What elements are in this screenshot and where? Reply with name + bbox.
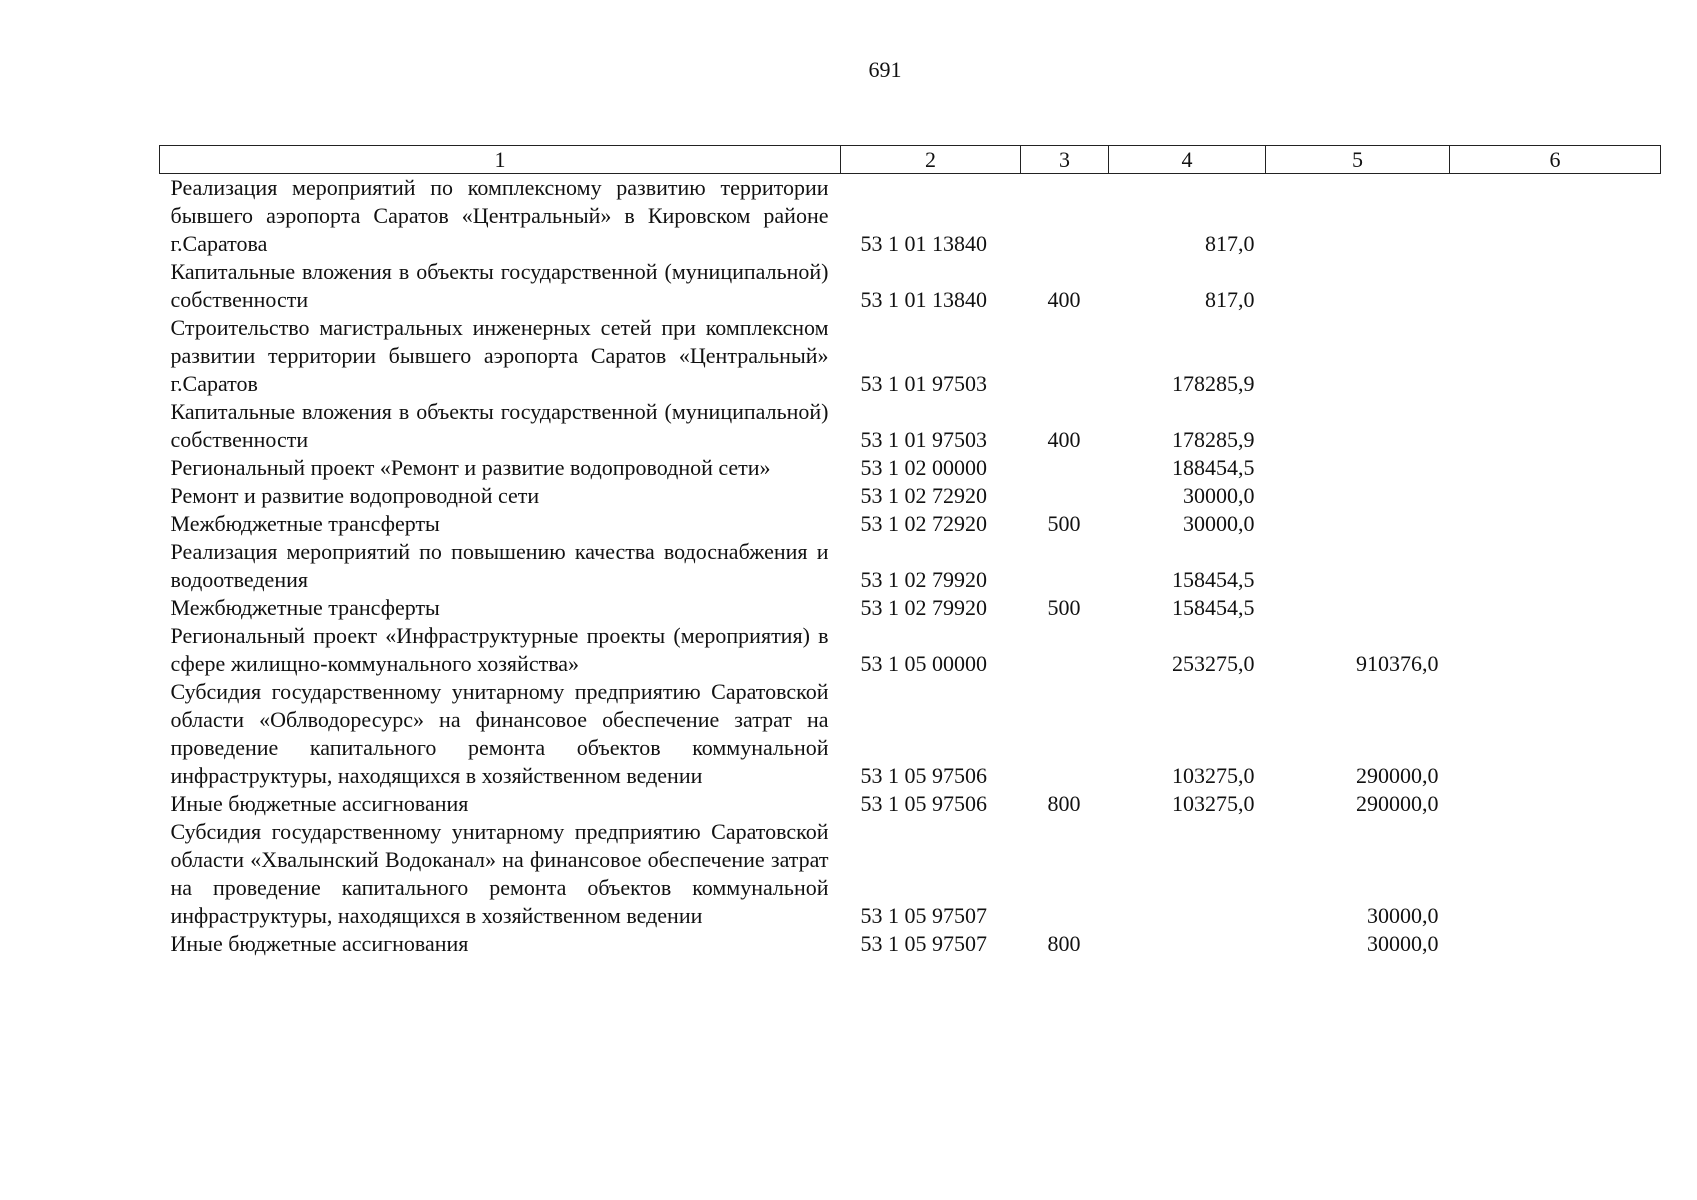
row-value-6	[1450, 930, 1661, 958]
row-value-6	[1450, 454, 1661, 482]
column-header-2: 2	[841, 146, 1021, 174]
row-value-5	[1266, 454, 1450, 482]
row-type	[1021, 174, 1109, 259]
row-value-5	[1266, 314, 1450, 398]
row-value-4: 253275,0	[1172, 651, 1255, 676]
row-value-6	[1450, 818, 1661, 930]
row-value-4: 30000,0	[1183, 511, 1255, 536]
page-number: 691	[868, 57, 902, 82]
row-type	[1021, 678, 1109, 790]
row-name: Региональный проект «Ремонт и развитие водопроводной сети»	[170, 455, 771, 480]
row-value-5: 290000,0	[1356, 791, 1439, 816]
row-name: Реализация мероприятий по повышению качества водоснабжения и водоотведения	[170, 539, 829, 592]
column-header-5: 5	[1266, 146, 1450, 174]
row-code: 53 1 01 97503	[860, 427, 987, 452]
row-name: Капитальные вложения в объекты государственной (муниципальной) собственности	[170, 399, 829, 452]
row-code: 53 1 05 97507	[860, 903, 987, 928]
row-value-5: 290000,0	[1356, 763, 1439, 788]
table-row	[160, 454, 1661, 482]
table-row	[160, 258, 1661, 314]
column-header-6: 6	[1450, 146, 1661, 174]
row-type: 500	[1047, 511, 1081, 536]
row-value-4	[1109, 930, 1266, 958]
row-value-5	[1266, 510, 1450, 538]
row-value-5	[1266, 482, 1450, 510]
row-type	[1021, 454, 1109, 482]
table-body	[160, 174, 1661, 959]
row-code: 53 1 01 97503	[860, 371, 987, 396]
row-code: 53 1 02 79920	[860, 567, 987, 592]
table-row	[160, 314, 1661, 398]
row-value-4: 158454,5	[1172, 567, 1255, 592]
row-value-4: 817,0	[1205, 231, 1255, 256]
row-value-4: 103275,0	[1172, 791, 1255, 816]
row-value-5	[1266, 258, 1450, 314]
row-type	[1021, 622, 1109, 678]
row-name: Межбюджетные трансферты	[170, 511, 440, 536]
row-value-5	[1266, 174, 1450, 259]
row-value-5: 30000,0	[1367, 931, 1439, 956]
row-code: 53 1 05 00000	[860, 651, 987, 676]
row-value-6	[1450, 174, 1661, 259]
row-value-4: 178285,9	[1172, 427, 1255, 452]
table-row	[160, 482, 1661, 510]
budget-table	[159, 145, 1661, 958]
row-code: 53 1 02 72920	[860, 483, 987, 508]
row-name: Межбюджетные трансферты	[170, 595, 440, 620]
row-name: Региональный проект «Инфраструктурные проекты (мероприятия) в сфере жилищно-коммунального хозяйства»	[170, 623, 829, 676]
row-value-6	[1450, 790, 1661, 818]
column-header-3: 3	[1021, 146, 1109, 174]
table-row	[160, 174, 1661, 259]
row-type: 800	[1047, 931, 1081, 956]
row-value-6	[1450, 258, 1661, 314]
column-header-4: 4	[1109, 146, 1266, 174]
row-value-5	[1266, 538, 1450, 594]
row-value-6	[1450, 314, 1661, 398]
table-row	[160, 594, 1661, 622]
row-name: Капитальные вложения в объекты государственной (муниципальной) собственности	[170, 259, 829, 312]
row-value-4: 817,0	[1205, 287, 1255, 312]
row-value-6	[1450, 398, 1661, 454]
header-row	[160, 146, 1661, 174]
row-value-5: 910376,0	[1356, 651, 1439, 676]
table-row	[160, 790, 1661, 818]
row-code: 53 1 02 72920	[860, 511, 987, 536]
row-value-5	[1266, 594, 1450, 622]
row-value-6	[1450, 678, 1661, 790]
row-type	[1021, 818, 1109, 930]
row-code: 53 1 01 13840	[860, 231, 987, 256]
row-name: Ремонт и развитие водопроводной сети	[170, 483, 540, 508]
row-name: Субсидия государственному унитарному предприятию Саратовской области «Облводоресурс» на финансовое обеспечение затрат на проведение капитального ремонта объектов коммунальной инфраструктуры, находящихся в хозяйственном ведении	[170, 679, 829, 788]
row-type	[1021, 538, 1109, 594]
table-row	[160, 678, 1661, 790]
row-name: Реализация мероприятий по комплексному развитию территории бывшего аэропорта Саратов «Центральный» в Кировском районе г.Саратова	[170, 175, 829, 256]
row-code: 53 1 02 00000	[860, 455, 987, 480]
table-row	[160, 818, 1661, 930]
row-code: 53 1 05 97506	[860, 791, 987, 816]
row-name: Строительство магистральных инженерных сетей при комплексном развитии территории бывшего аэропорта Саратов «Центральный» г.Саратов	[170, 315, 829, 396]
row-type	[1021, 482, 1109, 510]
row-name: Иные бюджетные ассигнования	[170, 791, 469, 816]
row-type	[1021, 314, 1109, 398]
row-name: Иные бюджетные ассигнования	[170, 931, 469, 956]
row-value-4	[1109, 818, 1266, 930]
row-value-6	[1450, 538, 1661, 594]
row-name: Субсидия государственному унитарному предприятию Саратовской области «Хвалынский Водоканал» на финансовое обеспечение затрат на проведение капитального ремонта объектов коммунальной инфраструктуры, находящихся в хозяйственном ведении	[170, 819, 829, 928]
row-value-6	[1450, 482, 1661, 510]
row-type: 800	[1047, 791, 1081, 816]
row-type: 400	[1047, 287, 1081, 312]
row-type: 400	[1047, 427, 1081, 452]
row-code: 53 1 02 79920	[860, 595, 987, 620]
row-code: 53 1 05 97507	[860, 931, 987, 956]
row-value-6	[1450, 622, 1661, 678]
row-value-4: 188454,5	[1172, 455, 1255, 480]
row-code: 53 1 05 97506	[860, 763, 987, 788]
row-value-4: 30000,0	[1183, 483, 1255, 508]
column-header-1: 1	[160, 146, 841, 174]
row-value-5: 30000,0	[1367, 903, 1439, 928]
table-row	[160, 622, 1661, 678]
row-value-5	[1266, 398, 1450, 454]
row-code: 53 1 01 13840	[860, 287, 987, 312]
row-value-4: 178285,9	[1172, 371, 1255, 396]
table-row	[160, 930, 1661, 958]
row-value-6	[1450, 594, 1661, 622]
row-type: 500	[1047, 595, 1081, 620]
table-row	[160, 510, 1661, 538]
row-value-4: 103275,0	[1172, 763, 1255, 788]
row-value-4: 158454,5	[1172, 595, 1255, 620]
table-row	[160, 398, 1661, 454]
row-value-6	[1450, 510, 1661, 538]
table-row	[160, 538, 1661, 594]
